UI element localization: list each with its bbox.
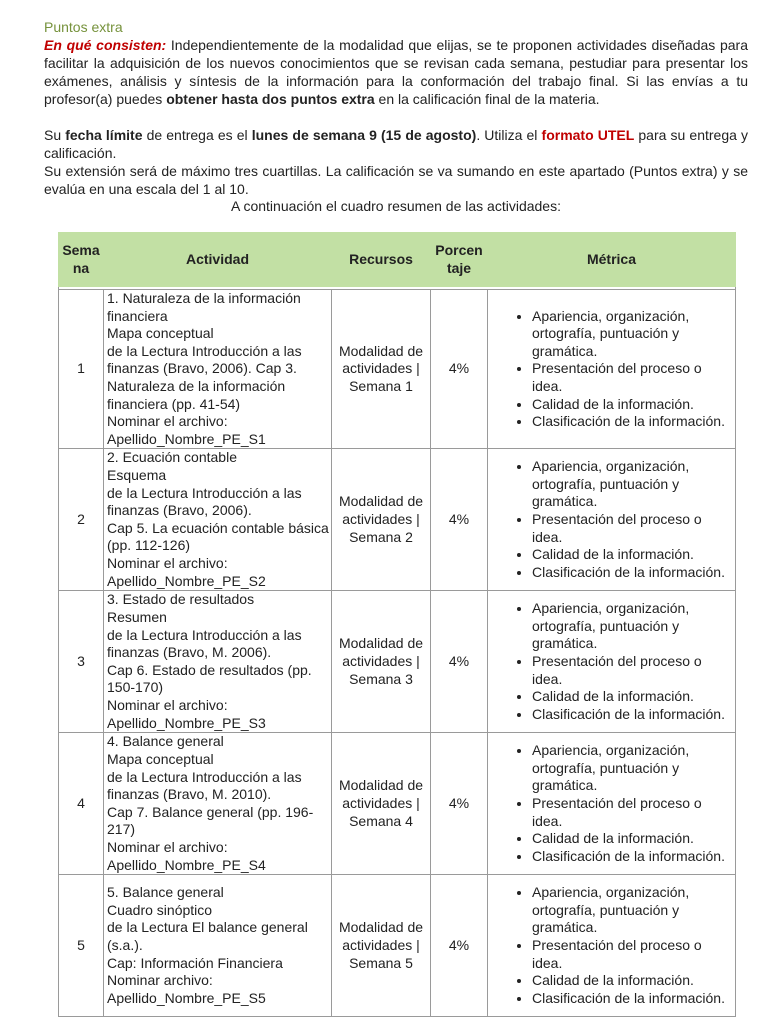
- table-row: [59, 449, 736, 591]
- metric-item: • Clasificación de la información.: [532, 413, 731, 431]
- metric-item: • Calidad de la información.: [532, 546, 731, 564]
- metric-item: • Calidad de la información.: [532, 830, 731, 848]
- metric-item: • Apariencia, organización, ortografía, puntuación y gramática.: [532, 458, 731, 511]
- actividad-line: de la Lectura Introducción a las finanzas (Bravo, 2006). Cap 3. Naturaleza de la información financiera (pp. 41-54): [107, 342, 302, 412]
- metric-item: • Clasificación de la información.: [532, 706, 731, 724]
- actividad-line: 4. Balance general: [107, 733, 224, 750]
- metric-list: [488, 884, 731, 1007]
- actividad-line: Cuadro sinóptico: [107, 901, 213, 918]
- paragraph-deadline: Su fecha límite de entrega es el lunes de semana 9 (15 de agosto). Utiliza el formato UTEL para su entrega y calificación.: [44, 127, 748, 161]
- metric-item: • Calidad de la información.: [532, 688, 731, 706]
- actividad-line: Nominar el archivo:: [107, 413, 228, 430]
- header-metrica: Métrica: [488, 233, 736, 287]
- cell-recursos: Modalidad de actividades | Semana 2: [332, 449, 431, 591]
- format-link-text: formato UTEL: [541, 127, 635, 143]
- actividad-line: Cap 5. La ecuación contable básica (pp. 112-126): [107, 519, 329, 554]
- actividad-line: Cap: Información Financiera: [107, 954, 283, 971]
- metric-list: [488, 600, 731, 723]
- cell-porcentaje: 4%: [431, 591, 488, 733]
- cell-metrica: [488, 290, 736, 449]
- metric-item: • Presentación del proceso o idea.: [532, 795, 731, 830]
- metric-item: • Apariencia, organización, ortografía, puntuación y gramática.: [532, 742, 731, 795]
- actividad-line: 3. Estado de resultados: [107, 591, 255, 608]
- table-row: [59, 591, 736, 733]
- metric-item: • Presentación del proceso o idea.: [532, 360, 731, 395]
- metric-item: • Calidad de la información.: [532, 396, 731, 414]
- cell-recursos: Modalidad de actividades | Semana 4: [332, 733, 431, 875]
- actividad-line: Esquema: [107, 467, 167, 484]
- cell-actividad: [104, 733, 332, 875]
- cell-semana: 1: [59, 290, 104, 449]
- actividad-line: Nominar el archivo:: [107, 555, 228, 572]
- metric-item: • Apariencia, organización, ortografía, puntuación y gramática.: [532, 884, 731, 937]
- actividad-line: de la Lectura El balance general (s.a.).: [107, 919, 308, 954]
- actividad-line: Nominar el archivo:: [107, 697, 228, 714]
- header-semana: Sema na: [59, 233, 104, 287]
- metric-item: • Clasificación de la información.: [532, 564, 731, 582]
- activities-table: [58, 232, 736, 1017]
- table-row: [59, 733, 736, 875]
- header-actividad: Actividad: [104, 233, 332, 287]
- actividad-line: Cap 7. Balance general (pp. 196-217): [107, 803, 314, 838]
- metric-list: [488, 742, 731, 865]
- actividad-line: Mapa conceptual: [107, 325, 214, 342]
- cell-porcentaje: 4%: [431, 875, 488, 1017]
- actividad-line: Nominar archivo:: [107, 972, 213, 989]
- cell-porcentaje: 4%: [431, 290, 488, 449]
- description-label: En qué consisten:: [44, 37, 167, 53]
- metric-item: • Presentación del proceso o idea.: [532, 653, 731, 688]
- metric-item: • Apariencia, organización, ortografía, puntuación y gramática.: [532, 600, 731, 653]
- paragraph-extension: Su extensión será de máximo tres cuartillas. La calificación se va sumando en este apartado (Puntos extra) y se evalúa en una escala del 1 al 10.: [44, 163, 748, 197]
- metric-list: [488, 308, 731, 431]
- header-recursos: Recursos: [332, 233, 431, 287]
- cell-porcentaje: 4%: [431, 449, 488, 591]
- cell-actividad: [104, 875, 332, 1017]
- cell-semana: 5: [59, 875, 104, 1017]
- actividad-line: Cap 6. Estado de resultados (pp. 150-170): [107, 661, 312, 696]
- cell-recursos: Modalidad de actividades | Semana 1: [332, 290, 431, 449]
- actividad-line: 1. Naturaleza de la información financiera: [107, 290, 301, 324]
- actividad-line: Resumen: [107, 609, 167, 626]
- cell-metrica: [488, 591, 736, 733]
- header-porcentaje: Porcen taje: [431, 233, 488, 287]
- actividad-line: Mapa conceptual: [107, 751, 214, 768]
- actividad-line: de la Lectura Introducción a las finanzas (Bravo, 2006).: [107, 484, 302, 519]
- cell-actividad: [104, 449, 332, 591]
- cell-porcentaje: 4%: [431, 733, 488, 875]
- cell-recursos: Modalidad de actividades | Semana 5: [332, 875, 431, 1017]
- metric-list: [488, 458, 731, 581]
- actividad-line: Apellido_Nombre_PE_S1: [107, 430, 266, 447]
- cell-actividad: [104, 290, 332, 449]
- table-caption: A continuación el cuadro resumen de las actividades:: [231, 198, 561, 214]
- actividad-line: Apellido_Nombre_PE_S4: [107, 856, 266, 873]
- cell-metrica: [488, 449, 736, 591]
- metric-item: • Apariencia, organización, ortografía, puntuación y gramática.: [532, 308, 731, 361]
- metric-item: • Presentación del proceso o idea.: [532, 937, 731, 972]
- cell-actividad: [104, 591, 332, 733]
- table-row: [59, 875, 736, 1017]
- cell-metrica: [488, 875, 736, 1017]
- intro-section: [44, 14, 748, 214]
- cell-metrica: [488, 733, 736, 875]
- metric-item: • Calidad de la información.: [532, 972, 731, 990]
- metric-item: • Clasificación de la información.: [532, 848, 731, 866]
- actividad-line: Apellido_Nombre_PE_S3: [107, 714, 266, 731]
- actividad-line: Apellido_Nombre_PE_S2: [107, 572, 266, 589]
- actividad-line: 5. Balance general: [107, 884, 224, 901]
- metric-item: • Clasificación de la información.: [532, 990, 731, 1008]
- actividad-line: de la Lectura Introducción a las finanzas (Bravo, M. 2010).: [107, 768, 302, 803]
- cell-semana: 2: [59, 449, 104, 591]
- table-header-row: [59, 233, 736, 287]
- actividad-line: Apellido_Nombre_PE_S5: [107, 989, 266, 1006]
- cell-semana: 3: [59, 591, 104, 733]
- table-row: [59, 290, 736, 449]
- cell-semana: 4: [59, 733, 104, 875]
- actividad-line: 2. Ecuación contable: [107, 449, 237, 466]
- paragraph-description: En qué consisten: Independientemente de la modalidad que elijas, se te proponen actividades diseñadas para facilitar la adquisición de los nuevos conocimientos que se revisan cada semana, pestudiar para presentar los exámenes, análisis y síntesis de la información para la conformación del trabajo final. Si las envías a tu profesor(a) puedes obtener hasta dos puntos extra en la calificación final de la materia.: [44, 37, 748, 107]
- cell-recursos: Modalidad de actividades | Semana 3: [332, 591, 431, 733]
- metric-item: • Presentación del proceso o idea.: [532, 511, 731, 546]
- section-title: Puntos extra: [44, 19, 123, 35]
- actividad-line: de la Lectura Introducción a las finanzas (Bravo, M. 2006).: [107, 626, 302, 661]
- table-body: [59, 290, 736, 1017]
- actividad-line: Nominar el archivo:: [107, 839, 228, 856]
